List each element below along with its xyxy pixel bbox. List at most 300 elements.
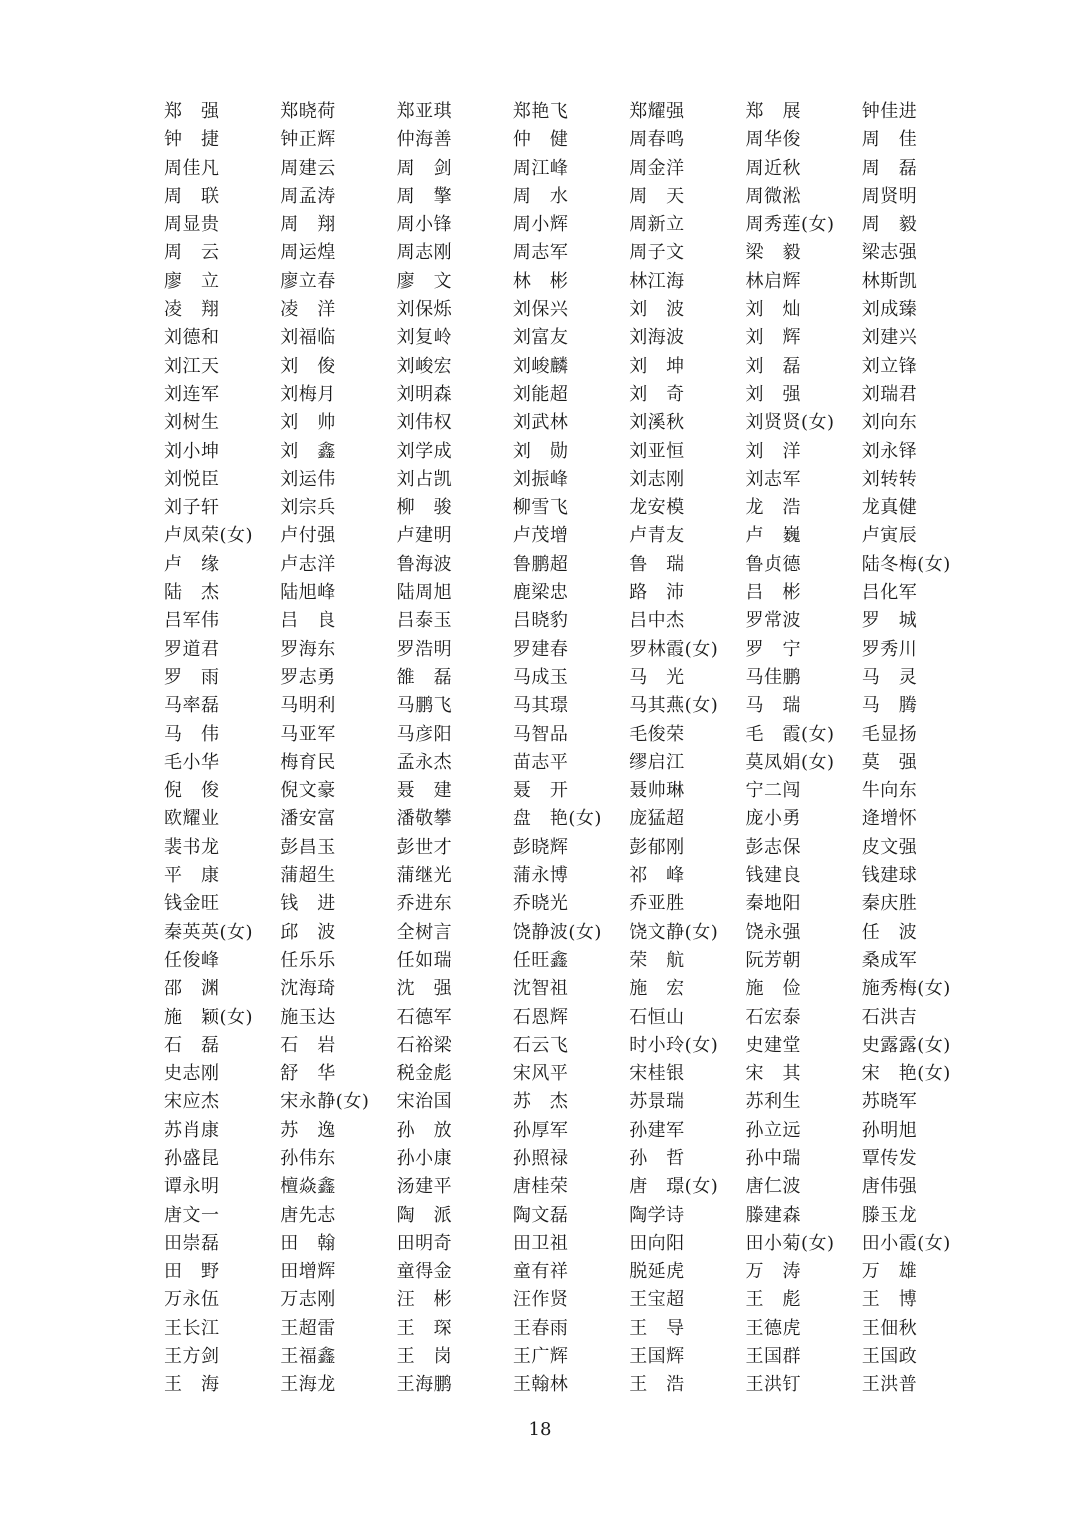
name-entry: 龙 浩 xyxy=(745,497,801,519)
name-entry: 孟永杰 xyxy=(396,751,453,773)
name-entry: 施 宏 xyxy=(629,978,685,1000)
name-entry: 滕建森 xyxy=(745,1204,801,1226)
name-entry: 庞猛超 xyxy=(629,808,685,830)
name-entry: 聂 建 xyxy=(396,780,453,802)
name-entry: 王海鹏 xyxy=(396,1374,453,1396)
name-entry: 苏晓军 xyxy=(861,1091,918,1113)
name-entry: 牛向东 xyxy=(861,780,918,802)
name-entry: 吕化军 xyxy=(861,582,918,604)
name-entry: 马鹏飞 xyxy=(396,695,453,717)
name-entry: 周秀莲(女) xyxy=(745,214,835,236)
name-entry: 刘永铎 xyxy=(861,440,918,462)
name-entry: 刘能超 xyxy=(512,383,569,405)
name-entry: 乔进东 xyxy=(396,893,453,915)
name-entry: 潘敬攀 xyxy=(396,808,453,830)
name-entry: 石 岩 xyxy=(280,1034,336,1056)
name-entry: 周 天 xyxy=(629,185,685,207)
name-entry: 卢凤荣(女) xyxy=(164,525,254,547)
name-entry: 彭晓辉 xyxy=(512,836,569,858)
name-entry: 郑 强 xyxy=(164,101,220,122)
name-entry: 吕军伟 xyxy=(164,610,220,632)
name-entry: 王翰林 xyxy=(512,1374,569,1396)
name-entry: 刘亚恒 xyxy=(629,440,685,462)
name-entry: 欧耀业 xyxy=(164,808,220,830)
name-entry: 卢青友 xyxy=(629,525,685,547)
name-entry: 马率磊 xyxy=(164,695,220,717)
name-entry: 刘志军 xyxy=(745,468,801,490)
name-entry: 秦英英(女) xyxy=(164,921,254,943)
name-entry: 吕泰玉 xyxy=(396,610,453,632)
name-entry: 施玉达 xyxy=(280,1006,336,1028)
name-entry: 王佃秋 xyxy=(861,1317,918,1339)
name-entry: 马 腾 xyxy=(861,695,918,717)
name-entry: 周子文 xyxy=(629,242,685,264)
name-entry: 田增辉 xyxy=(280,1261,336,1283)
name-entry: 聂帅琳 xyxy=(629,780,685,802)
name-entry: 刘保烁 xyxy=(396,299,453,321)
name-entry: 毛小华 xyxy=(164,751,220,773)
name-entry: 唐伟强 xyxy=(861,1176,918,1198)
name-entry: 周小锋 xyxy=(396,214,453,236)
name-entry: 王德虎 xyxy=(745,1317,801,1339)
name-entry: 钱 进 xyxy=(280,893,336,915)
name-entry: 周 磊 xyxy=(861,157,918,179)
name-entry: 石云飞 xyxy=(512,1034,569,1056)
name-entry: 罗 城 xyxy=(861,610,918,632)
name-entry: 乔亚胜 xyxy=(629,893,685,915)
name-entry: 周春鸣 xyxy=(629,129,685,151)
name-entry: 刘 洋 xyxy=(745,440,801,462)
name-entry: 全树言 xyxy=(396,921,453,943)
name-entry: 孙小康 xyxy=(396,1147,453,1169)
name-entry: 周 云 xyxy=(164,242,220,264)
name-entry: 周孟涛 xyxy=(280,185,336,207)
name-entry: 桑成军 xyxy=(861,949,918,971)
name-entry: 汪 彬 xyxy=(396,1289,453,1311)
name-entry: 林江海 xyxy=(629,270,685,292)
name-entry: 刘福临 xyxy=(280,327,336,349)
name-entry: 孙盛昆 xyxy=(164,1147,220,1169)
name-entry: 皮文强 xyxy=(861,836,918,858)
name-entry: 马明利 xyxy=(280,695,336,717)
name-entry: 沈海琦 xyxy=(280,978,336,1000)
name-entry: 刘 波 xyxy=(629,299,685,321)
name-entry: 罗海东 xyxy=(280,638,336,660)
name-entry: 仲 健 xyxy=(512,129,569,151)
name-entry: 卢付强 xyxy=(280,525,336,547)
name-entry: 刘贤贤(女) xyxy=(745,412,835,434)
name-entry: 孙 放 xyxy=(396,1119,453,1141)
name-entry: 陶 派 xyxy=(396,1204,453,1226)
name-entry: 罗志勇 xyxy=(280,666,336,688)
name-entry: 王广辉 xyxy=(512,1346,569,1368)
name-entry: 马 瑞 xyxy=(745,695,801,717)
name-entry: 苏肖康 xyxy=(164,1119,220,1141)
name-entry: 檀焱鑫 xyxy=(280,1176,336,1198)
name-entry: 倪文豪 xyxy=(280,780,336,802)
name-entry: 周 擎 xyxy=(396,185,453,207)
name-entry: 田 野 xyxy=(164,1261,220,1283)
name-entry: 王国群 xyxy=(745,1346,801,1368)
name-entry: 石裕梁 xyxy=(396,1034,453,1056)
name-entry: 唐先志 xyxy=(280,1204,336,1226)
name-entry: 石恩辉 xyxy=(512,1006,569,1028)
name-entry: 莫 强 xyxy=(861,751,918,773)
name-entry: 周 毅 xyxy=(861,214,918,236)
name-entry: 周 翔 xyxy=(280,214,336,236)
name-entry: 郑 展 xyxy=(745,101,801,122)
name-entry: 唐仁波 xyxy=(745,1176,801,1198)
name-entry: 王洪普 xyxy=(861,1374,918,1396)
name-entry: 宁二闯 xyxy=(745,780,801,802)
name-entry: 路 沛 xyxy=(629,582,685,604)
name-entry: 唐 璟(女) xyxy=(629,1176,719,1198)
name-entry: 孙中瑞 xyxy=(745,1147,801,1169)
name-entry: 刘 奇 xyxy=(629,383,685,405)
name-entry: 孙建军 xyxy=(629,1119,685,1141)
name-entry: 周贤明 xyxy=(861,185,918,207)
name-entry: 宋 艳(女) xyxy=(861,1063,951,1085)
name-entry: 饶文静(女) xyxy=(629,921,719,943)
name-entry: 孙厚军 xyxy=(512,1119,569,1141)
name-entry: 彭郁刚 xyxy=(629,836,685,858)
name-entry: 毛 霞(女) xyxy=(745,723,835,745)
name-entry: 宋永静(女) xyxy=(280,1091,370,1113)
name-entry: 刘 勋 xyxy=(512,440,569,462)
name-entry: 宋桂银 xyxy=(629,1063,685,1085)
name-entry: 刘小坤 xyxy=(164,440,220,462)
name-entry: 王 博 xyxy=(861,1289,918,1311)
name-entry: 缪启江 xyxy=(629,751,685,773)
name-entry: 田 翰 xyxy=(280,1232,336,1254)
name-entry: 倪 俊 xyxy=(164,780,220,802)
name-entry: 童得金 xyxy=(396,1261,453,1283)
name-entry: 梁 毅 xyxy=(745,242,801,264)
name-entry: 卢 巍 xyxy=(745,525,801,547)
name-entry: 王 彪 xyxy=(745,1289,801,1311)
name-entry: 周新立 xyxy=(629,214,685,236)
name-entry: 陆周旭 xyxy=(396,582,453,604)
name-entry: 唐文一 xyxy=(164,1204,220,1226)
name-entry: 梁志强 xyxy=(861,242,918,264)
name-entry: 凌 翔 xyxy=(164,299,220,321)
name-entry: 王超雷 xyxy=(280,1317,336,1339)
name-entry: 周佳凡 xyxy=(164,157,220,179)
name-entry: 周华俊 xyxy=(745,129,801,151)
name-entry: 周 佳 xyxy=(861,129,918,151)
name-entry: 龙安模 xyxy=(629,497,685,519)
name-entry: 罗 雨 xyxy=(164,666,220,688)
name-entry: 田崇磊 xyxy=(164,1232,220,1254)
name-entry: 陆旭峰 xyxy=(280,582,336,604)
name-entry: 廖 文 xyxy=(396,270,453,292)
name-entry: 刘 灿 xyxy=(745,299,801,321)
name-entry: 裴书龙 xyxy=(164,836,220,858)
name-entry: 刘德和 xyxy=(164,327,220,349)
name-entry: 吕晓豹 xyxy=(512,610,569,632)
name-entry: 刘成臻 xyxy=(861,299,918,321)
name-entry: 田卫祖 xyxy=(512,1232,569,1254)
name-entry: 刘保兴 xyxy=(512,299,569,321)
name-entry: 滕玉龙 xyxy=(861,1204,918,1226)
name-entry: 钟 捷 xyxy=(164,129,220,151)
name-entry: 刘梅月 xyxy=(280,383,336,405)
name-entry: 鲁鹏超 xyxy=(512,553,569,575)
name-entry: 汤建平 xyxy=(396,1176,453,1198)
name-entry: 卢 缘 xyxy=(164,553,220,575)
name-entry: 蒲超生 xyxy=(280,865,336,887)
name-entry: 钟佳进 xyxy=(861,101,918,122)
name-entry: 孙明旭 xyxy=(861,1119,918,1141)
name-entry: 马 伟 xyxy=(164,723,220,745)
name-entry: 万志刚 xyxy=(280,1289,336,1311)
name-entry: 周志军 xyxy=(512,242,569,264)
name-entry: 史志刚 xyxy=(164,1063,220,1085)
name-entry: 任俊峰 xyxy=(164,949,220,971)
name-entry: 史建堂 xyxy=(745,1034,801,1056)
name-entry: 田小霞(女) xyxy=(861,1232,951,1254)
name-entry: 王国辉 xyxy=(629,1346,685,1368)
name-entry: 王宝超 xyxy=(629,1289,685,1311)
name-entry: 刘宗兵 xyxy=(280,497,336,519)
name-entry: 吕中杰 xyxy=(629,610,685,632)
name-entry: 舒 华 xyxy=(280,1063,336,1085)
name-entry: 刘子轩 xyxy=(164,497,220,519)
name-entry: 盘 艳(女) xyxy=(512,808,602,830)
name-entry: 罗 宁 xyxy=(745,638,801,660)
name-entry: 石恒山 xyxy=(629,1006,685,1028)
name-entry: 童有祥 xyxy=(512,1261,569,1283)
name-entry: 陶学诗 xyxy=(629,1204,685,1226)
name-entry: 马 光 xyxy=(629,666,685,688)
name-entry: 刘峻宏 xyxy=(396,355,453,377)
name-entry: 罗道君 xyxy=(164,638,220,660)
name-entry: 石宏泰 xyxy=(745,1006,801,1028)
name-entry: 刘悦臣 xyxy=(164,468,220,490)
name-entry: 马智品 xyxy=(512,723,569,745)
name-entry: 罗浩明 xyxy=(396,638,453,660)
name-entry: 鲁 瑞 xyxy=(629,553,685,575)
name-entry: 田向阳 xyxy=(629,1232,685,1254)
name-entry: 周微淞 xyxy=(745,185,801,207)
name-entry: 苏 逸 xyxy=(280,1119,336,1141)
name-entry: 脱延虎 xyxy=(629,1261,685,1283)
name-entry: 钱建良 xyxy=(745,865,801,887)
name-entry: 周 剑 xyxy=(396,157,453,179)
name-entry: 苏景瑞 xyxy=(629,1091,685,1113)
name-entry: 刘志刚 xyxy=(629,468,685,490)
name-entry: 周 水 xyxy=(512,185,569,207)
name-entry: 秦地阳 xyxy=(745,893,801,915)
name-entry: 钱建球 xyxy=(861,865,918,887)
name-entry: 苏利生 xyxy=(745,1091,801,1113)
name-entry: 毛俊荣 xyxy=(629,723,685,745)
name-entry: 陆 杰 xyxy=(164,582,220,604)
name-entry: 王 浩 xyxy=(629,1374,685,1396)
name-entry: 汪作贤 xyxy=(512,1289,569,1311)
name-entry: 刘占凯 xyxy=(396,468,453,490)
name-entry: 刘 坤 xyxy=(629,355,685,377)
name-entry: 任如瑞 xyxy=(396,949,453,971)
name-entry: 宋治国 xyxy=(396,1091,453,1113)
name-entry: 税金彪 xyxy=(396,1063,453,1085)
name-entry: 莫凤娟(女) xyxy=(745,751,835,773)
name-entry: 龙真健 xyxy=(861,497,918,519)
name-entry: 鹿梁忠 xyxy=(512,582,569,604)
name-entry: 柳 骏 xyxy=(396,497,453,519)
name-entry: 宋风平 xyxy=(512,1063,569,1085)
name-entry: 万 涛 xyxy=(745,1261,801,1283)
name-entry: 周建云 xyxy=(280,157,336,179)
name-entry: 史露露(女) xyxy=(861,1034,951,1056)
name-entry: 刘伟权 xyxy=(396,412,453,434)
name-entry: 卢茂增 xyxy=(512,525,569,547)
name-entry: 钱金旺 xyxy=(164,893,220,915)
name-entry: 蒲永博 xyxy=(512,865,569,887)
name-entry: 时小玲(女) xyxy=(629,1034,719,1056)
name-entry: 庞小勇 xyxy=(745,808,801,830)
name-entry: 田明奇 xyxy=(396,1232,453,1254)
page-number: 18 xyxy=(528,1419,552,1440)
name-entry: 任旺鑫 xyxy=(512,949,569,971)
name-entry: 秦庆胜 xyxy=(861,893,918,915)
name-entry: 聂 开 xyxy=(512,780,569,802)
name-entry: 林斯凯 xyxy=(861,270,918,292)
name-entry: 王长江 xyxy=(164,1317,220,1339)
name-entry: 孙伟东 xyxy=(280,1147,336,1169)
name-entry: 田小菊(女) xyxy=(745,1232,835,1254)
name-entry: 沈智祖 xyxy=(512,978,569,1000)
name-entry: 刘江天 xyxy=(164,355,220,377)
name-entry: 苗志平 xyxy=(512,751,569,773)
name-entry: 卢建明 xyxy=(396,525,453,547)
name-entry: 刘峻麟 xyxy=(512,355,569,377)
name-entry: 罗秀川 xyxy=(861,638,918,660)
name-entry: 刘学成 xyxy=(396,440,453,462)
name-entry: 刘建兴 xyxy=(861,327,918,349)
name-entry: 刘复岭 xyxy=(396,327,453,349)
name-entry: 柳雪飞 xyxy=(512,497,569,519)
name-entry: 乔晓光 xyxy=(512,893,569,915)
name-entry: 毛显扬 xyxy=(861,723,918,745)
name-entry: 邱 波 xyxy=(280,921,336,943)
name-entry: 刘树生 xyxy=(164,412,220,434)
name-entry: 潘安富 xyxy=(280,808,336,830)
name-entry: 饶静波(女) xyxy=(512,921,602,943)
name-entry: 刘瑞君 xyxy=(861,383,918,405)
name-entry: 郑耀强 xyxy=(629,101,685,122)
name-entry: 刘转转 xyxy=(861,468,918,490)
name-entry: 凌 洋 xyxy=(280,299,336,321)
name-entry: 刘海波 xyxy=(629,327,685,349)
name-entry: 任乐乐 xyxy=(280,949,336,971)
name-entry: 周运煌 xyxy=(280,242,336,264)
name-entry: 石德军 xyxy=(396,1006,453,1028)
name-entry: 陆冬梅(女) xyxy=(861,553,951,575)
name-entry: 沈 强 xyxy=(396,978,453,1000)
name-entry: 廖立春 xyxy=(280,270,336,292)
name-list-grid xyxy=(164,98,984,1400)
name-entry: 王福鑫 xyxy=(280,1346,336,1368)
name-entry: 钟正辉 xyxy=(280,129,336,151)
name-entry: 郑晓荷 xyxy=(280,101,336,122)
name-entry: 马成玉 xyxy=(512,666,569,688)
name-entry: 罗常波 xyxy=(745,610,801,632)
name-entry: 苏 杰 xyxy=(512,1091,569,1113)
name-entry: 马 灵 xyxy=(861,666,918,688)
name-entry: 廖 立 xyxy=(164,270,220,292)
name-entry: 王春雨 xyxy=(512,1317,569,1339)
name-entry: 刘富友 xyxy=(512,327,569,349)
name-entry: 任 波 xyxy=(861,921,918,943)
name-entry: 刘振峰 xyxy=(512,468,569,490)
name-entry: 万永伍 xyxy=(164,1289,220,1311)
name-entry: 石 磊 xyxy=(164,1034,220,1056)
name-entry: 梅育民 xyxy=(280,751,336,773)
name-entry: 逄增怀 xyxy=(861,808,918,830)
name-entry: 马其璟 xyxy=(512,695,569,717)
name-entry: 祁 峰 xyxy=(629,865,685,887)
name-entry: 马佳鹏 xyxy=(745,666,801,688)
name-entry: 王 海 xyxy=(164,1374,220,1396)
name-entry: 刘 鑫 xyxy=(280,440,336,462)
name-entry: 彭世才 xyxy=(396,836,453,858)
name-entry: 周小辉 xyxy=(512,214,569,236)
name-entry: 刘 帅 xyxy=(280,412,336,434)
name-entry: 吕 良 xyxy=(280,610,336,632)
name-entry: 饶永强 xyxy=(745,921,801,943)
name-entry: 周江峰 xyxy=(512,157,569,179)
name-entry: 刘明森 xyxy=(396,383,453,405)
name-entry: 吕 彬 xyxy=(745,582,801,604)
name-entry: 雒 磊 xyxy=(396,666,453,688)
name-entry: 施秀梅(女) xyxy=(861,978,951,1000)
name-entry: 刘向东 xyxy=(861,412,918,434)
name-entry: 周志刚 xyxy=(396,242,453,264)
name-entry: 王海龙 xyxy=(280,1374,336,1396)
name-entry: 刘溪秋 xyxy=(629,412,685,434)
name-entry: 彭昌玉 xyxy=(280,836,336,858)
name-entry: 罗建春 xyxy=(512,638,569,660)
name-entry: 唐桂荣 xyxy=(512,1176,569,1198)
name-entry: 林启辉 xyxy=(745,270,801,292)
name-entry: 平 康 xyxy=(164,865,220,887)
name-entry: 鲁海波 xyxy=(396,553,453,575)
name-entry: 孙立远 xyxy=(745,1119,801,1141)
name-entry: 鲁贞德 xyxy=(745,553,801,575)
name-entry: 施 俭 xyxy=(745,978,801,1000)
name-entry: 周金洋 xyxy=(629,157,685,179)
name-entry: 孙 哲 xyxy=(629,1147,685,1169)
name-entry: 邵 渊 xyxy=(164,978,220,1000)
name-entry: 刘立锋 xyxy=(861,355,918,377)
name-entry: 王 琛 xyxy=(396,1317,453,1339)
name-entry: 王洪钉 xyxy=(745,1374,801,1396)
name-entry: 阮芳朝 xyxy=(745,949,801,971)
name-entry: 王方剑 xyxy=(164,1346,220,1368)
name-entry: 王国政 xyxy=(861,1346,918,1368)
name-entry: 覃传发 xyxy=(861,1147,918,1169)
name-entry: 宋 其 xyxy=(745,1063,801,1085)
name-entry: 荣 航 xyxy=(629,949,685,971)
name-entry: 王 导 xyxy=(629,1317,685,1339)
name-entry: 刘 强 xyxy=(745,383,801,405)
name-entry: 孙照禄 xyxy=(512,1147,569,1169)
name-entry: 卢寅辰 xyxy=(861,525,918,547)
name-entry: 刘 辉 xyxy=(745,327,801,349)
name-entry: 蒲继光 xyxy=(396,865,453,887)
name-entry: 仲海善 xyxy=(396,129,453,151)
